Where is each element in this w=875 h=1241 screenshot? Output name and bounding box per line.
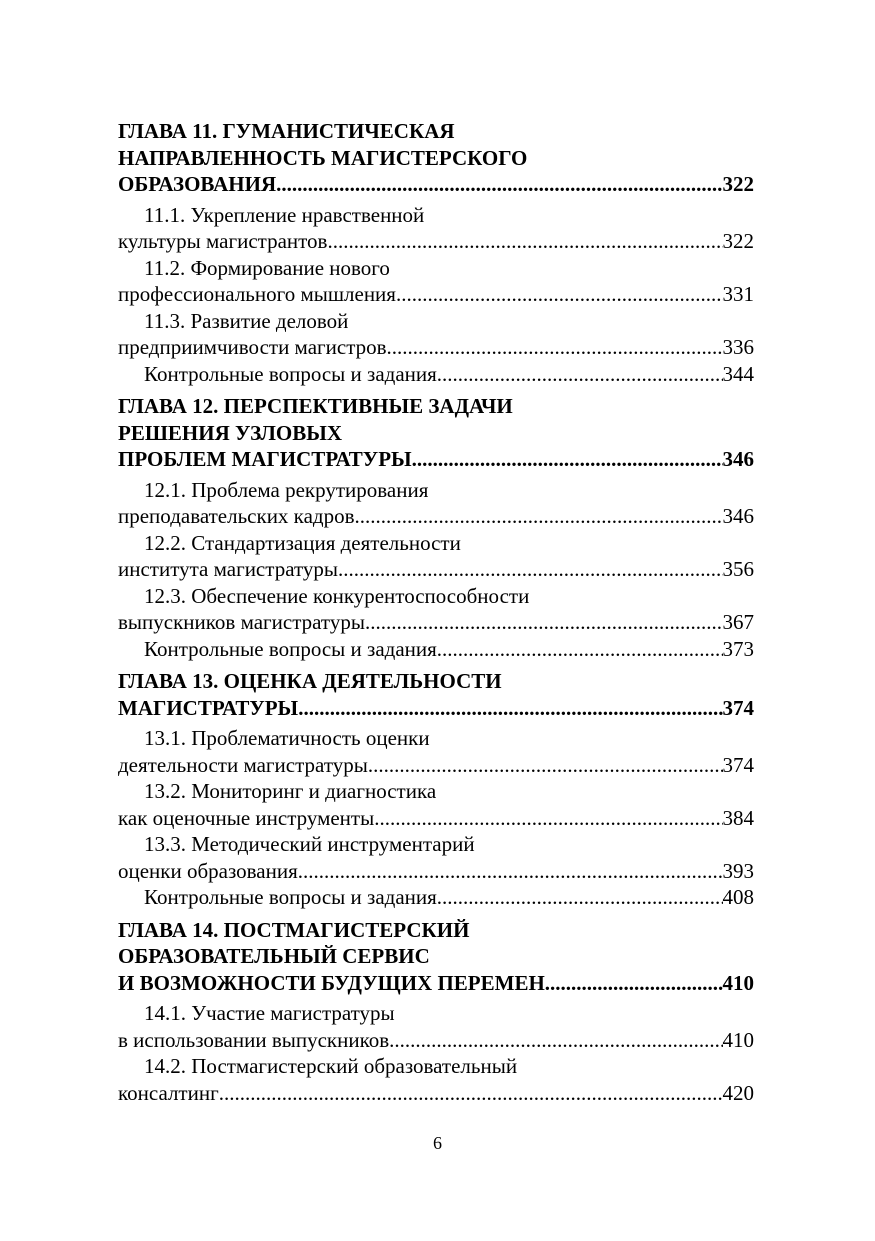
- toc-entry-title: НАПРАВЛЕННОСТЬ МАГИСТЕРСКОГО: [118, 145, 528, 170]
- toc-entry-title: ГЛАВА 11. ГУМАНИСТИЧЕСКАЯ: [118, 119, 455, 143]
- toc-section: [118, 202, 754, 255]
- toc-entry-title: консалтинг: [118, 1080, 219, 1105]
- toc-entry-title: 14.1. Участие магистратуры: [144, 1001, 395, 1025]
- toc-page-number: 410: [722, 1027, 754, 1052]
- toc-page-number: 336: [722, 335, 754, 359]
- page-number: 6: [433, 1133, 442, 1153]
- toc-dot-leader: [437, 884, 723, 911]
- toc-dot-leader: [338, 556, 723, 583]
- toc-dot-leader: [276, 171, 722, 198]
- toc-chapter: [118, 917, 754, 997]
- toc-section: [118, 477, 754, 530]
- toc-entry-title: профессионального мышления: [118, 282, 396, 306]
- toc-dot-leader: [219, 1080, 723, 1107]
- toc-entry-title: предприимчивости магистров: [118, 335, 387, 359]
- toc-entry-title: 11.2. Формирование нового: [144, 255, 390, 280]
- toc-dot-leader: [298, 858, 723, 885]
- toc-entry-title: оценки образования: [118, 858, 298, 883]
- toc-page-number: 408: [722, 885, 754, 909]
- toc-section: [118, 308, 754, 361]
- toc-entry-title: 13.3. Методический инструментарий: [144, 832, 475, 856]
- toc-page-number: 393: [722, 858, 754, 883]
- toc-page-number: 346: [722, 504, 754, 528]
- toc-page-number: 356: [722, 557, 754, 581]
- toc-section: [118, 1053, 754, 1106]
- toc-page-number: 384: [722, 805, 754, 830]
- toc-section: [118, 778, 754, 831]
- toc-chapter: [118, 118, 754, 198]
- toc-dot-leader: [374, 805, 722, 832]
- toc-entry-title: И ВОЗМОЖНОСТИ БУДУЩИХ ПЕРЕМЕН: [118, 970, 545, 995]
- toc-dot-leader: [365, 609, 723, 636]
- toc-entry-title: Контрольные вопросы и задания: [144, 885, 437, 909]
- toc-entry-title: как оценочные инструменты: [118, 805, 375, 830]
- toc-entry-title: РЕШЕНИЯ УЗЛОВЫХ: [118, 420, 343, 445]
- toc-entry-title: ПРОБЛЕМ МАГИСТРАТУРЫ: [118, 447, 412, 471]
- toc-dot-leader: [368, 752, 723, 779]
- toc-entry-title: 13.1. Проблематичность оценки: [144, 726, 430, 750]
- toc-questions: [118, 361, 754, 388]
- toc-entry-title: в использовании выпускников: [118, 1027, 390, 1052]
- toc-chapter: [118, 393, 754, 473]
- toc-questions: [118, 636, 754, 663]
- toc-section: [118, 1000, 754, 1053]
- toc-page-number: 374: [722, 752, 754, 777]
- toc-entry-title: 12.3. Обеспечение конкурентоспособности: [144, 583, 530, 608]
- toc-page-number: 410: [722, 970, 754, 995]
- toc-section: [118, 831, 754, 884]
- toc-dot-leader: [437, 361, 723, 388]
- toc-dot-leader: [545, 970, 723, 997]
- toc-section: [118, 583, 754, 636]
- toc-entry-title: 11.1. Укрепление нравственной: [144, 202, 425, 227]
- toc-entry-title: ГЛАВА 13. ОЦЕНКА ДЕЯТЕЛЬНОСТИ: [118, 669, 502, 693]
- toc-page-number: 374: [722, 695, 754, 720]
- toc-page-number: 367: [722, 610, 754, 634]
- toc-dot-leader: [437, 636, 723, 663]
- toc-entry-title: 13.2. Мониторинг и диагностика: [144, 779, 437, 803]
- toc-page-number: 322: [722, 229, 754, 253]
- toc-section: [118, 725, 754, 778]
- toc-entry-title: Контрольные вопросы и задания: [144, 361, 437, 386]
- toc-entry-title: 12.1. Проблема рекрутирования: [144, 477, 429, 502]
- toc-entry-title: ОБРАЗОВАНИЯ: [118, 172, 277, 196]
- toc-section: [118, 255, 754, 308]
- toc-entry-title: МАГИСТРАТУРЫ: [118, 695, 299, 720]
- toc-dot-leader: [298, 695, 722, 722]
- toc-page-number: 346: [722, 447, 754, 471]
- toc-entry-title: выпускников магистратуры: [118, 610, 365, 634]
- toc-page-number: 322: [722, 172, 754, 196]
- toc-entry-title: 14.2. Постмагистерский образовательный: [144, 1054, 518, 1078]
- toc-page-number: 344: [722, 361, 754, 386]
- toc-chapter: [118, 668, 754, 721]
- toc-entry-title: 11.3. Развитие деловой: [144, 308, 349, 333]
- toc-page-number: 420: [722, 1080, 754, 1105]
- toc-entry-title: культуры магистрантов: [118, 229, 328, 253]
- toc-entry-title: Контрольные вопросы и задания: [144, 636, 437, 661]
- toc-entry-title: преподавательских кадров: [118, 504, 355, 528]
- toc-page-number: 373: [722, 636, 754, 661]
- toc-entry-title: ГЛАВА 12. ПЕРСПЕКТИВНЫЕ ЗАДАЧИ: [118, 394, 513, 418]
- toc-entry-title: ОБРАЗОВАТЕЛЬНЫЙ СЕРВИС: [118, 944, 430, 968]
- toc-questions: [118, 884, 754, 911]
- toc-dot-leader: [387, 334, 723, 361]
- toc-dot-leader: [396, 281, 723, 308]
- toc-dot-leader: [327, 228, 722, 255]
- toc-entry-title: института магистратуры: [118, 557, 338, 581]
- toc-entry-title: деятельности магистратуры: [118, 752, 368, 777]
- table-of-contents: [118, 118, 754, 1106]
- toc-section: [118, 530, 754, 583]
- toc-dot-leader: [412, 446, 723, 473]
- toc-entry-title: 12.2. Стандартизация деятельности: [144, 530, 461, 555]
- toc-entry-title: ГЛАВА 14. ПОСТМАГИСТЕРСКИЙ: [118, 917, 470, 942]
- toc-dot-leader: [389, 1027, 722, 1054]
- toc-dot-leader: [355, 503, 723, 530]
- toc-page-number: 331: [722, 282, 754, 306]
